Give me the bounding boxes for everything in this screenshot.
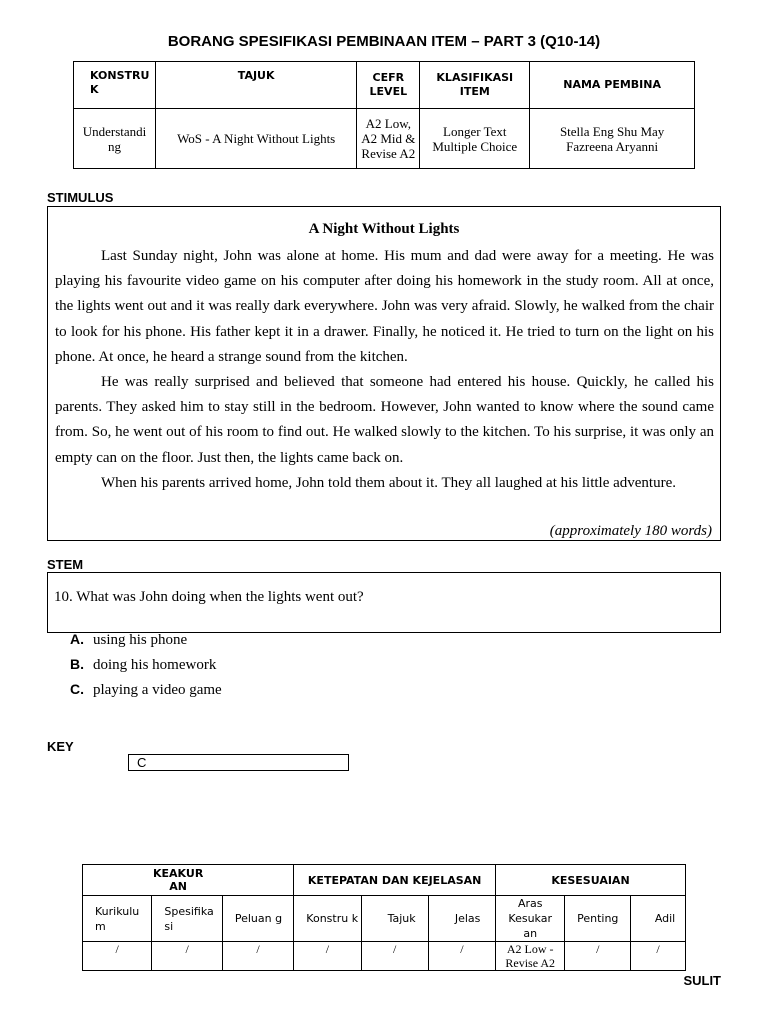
stimulus-label: STIMULUS <box>47 190 114 205</box>
subheader-konstruk: Konstru k <box>294 896 361 942</box>
header-klasifikasi-item: KLASIFIKASI ITEM <box>420 62 530 109</box>
spec-header-row <box>74 62 695 109</box>
value-penting[interactable]: / <box>565 942 631 971</box>
key-label: KEY <box>47 739 74 754</box>
stem-question: 10. What was John doing when the lights went out? <box>54 589 364 605</box>
group-keakuran: KEAKUR AN <box>83 865 294 896</box>
header-cefr-level: CEFR LEVEL <box>357 62 420 109</box>
evaluation-table <box>82 864 686 971</box>
footer-classification: SULIT <box>683 973 721 988</box>
option-c[interactable] <box>70 681 222 699</box>
stimulus-paragraph: He was really surprised and believed that someone had entered his house. Quickly, he called his parents. They asked him to stay still in the bedroom. However, John wanted to know where the sound came from. So, he went out of his room to find out. He walked slowly to the kitchen. To his surprise, it was only an empty can on the floor. Just then, the lights came back on. <box>55 374 714 466</box>
value-tajuk[interactable]: / <box>361 942 428 971</box>
eval-group-row <box>83 865 686 896</box>
stem-label: STEM <box>47 557 84 572</box>
value-jelas[interactable]: / <box>428 942 495 971</box>
subheader-penting: Penting <box>565 896 631 942</box>
header-tajuk: TAJUK <box>155 62 356 109</box>
option-letter: B. <box>70 656 84 672</box>
value-kurikulum[interactable]: / <box>83 942 152 971</box>
subheader-spesifikasi: Spesifika si <box>152 896 222 942</box>
option-letter: A. <box>70 631 84 647</box>
header-konstruk: KONSTRU K <box>74 62 156 109</box>
eval-value-row <box>83 942 686 971</box>
stimulus-box <box>47 206 721 541</box>
group-kesesuaian: KESESUAIAN <box>495 865 685 896</box>
option-a[interactable] <box>70 631 187 649</box>
option-text: playing a video game <box>93 682 222 698</box>
subheader-aras-kesukaran: Aras Kesukar an <box>495 896 564 942</box>
stimulus-text <box>55 244 714 496</box>
value-konstruk[interactable]: / <box>294 942 361 971</box>
stimulus-title: A Night Without Lights <box>308 221 460 237</box>
option-text: using his phone <box>93 632 188 648</box>
stimulus-paragraph: When his parents arrived home, John told them about it. They all laughed at his little adventure. <box>101 474 676 491</box>
cell-konstruk: Understandi ng <box>74 109 156 169</box>
cell-klasifikasi: Longer Text Multiple Choice <box>420 109 530 169</box>
value-peluang[interactable]: / <box>222 942 293 971</box>
subheader-adil: Adil <box>631 896 686 942</box>
subheader-kurikulum: Kurikulu m <box>83 896 152 942</box>
specification-table <box>73 61 695 169</box>
option-text: doing his homework <box>93 657 217 673</box>
value-spesifikasi[interactable]: / <box>152 942 222 971</box>
key-answer-field[interactable]: C <box>128 754 349 771</box>
subheader-jelas: Jelas <box>428 896 495 942</box>
cell-tajuk: WoS - A Night Without Lights <box>155 109 356 169</box>
cell-nama-pembina: Stella Eng Shu May Fazreena Aryanni <box>530 109 695 169</box>
stimulus-paragraph: Last Sunday night, John was alone at home. His mum and dad were away for a meeting. He was playing his favourite video game on his computer after doing his homework in the study room. All at once, the lights went out and it was really dark everywhere. John was very afraid. Slowly, he walked from the chair to look for his phone. His father kept it in a drawer. Finally, he noticed it. He tried to turn on the light on his phone. At once, he heard a strange sound from the kitchen. <box>55 248 714 365</box>
subheader-tajuk: Tajuk <box>361 896 428 942</box>
word-count-note: (approximately 180 words) <box>549 523 712 539</box>
stem-box <box>47 572 721 633</box>
group-ketepatan-kejelasan: KETEPATAN DAN KEJELASAN <box>294 865 496 896</box>
value-aras-kesukaran[interactable]: A2 Low - Revise A2 <box>495 942 564 971</box>
cell-cefr-level: A2 Low, A2 Mid & Revise A2 <box>357 109 420 169</box>
document-title: BORANG SPESIFIKASI PEMBINAAN ITEM – PART 3 (Q10-14) <box>167 33 601 50</box>
subheader-peluang: Peluan g <box>222 896 293 942</box>
eval-subheader-row <box>83 896 686 942</box>
option-letter: C. <box>70 681 84 697</box>
spec-data-row <box>74 109 695 169</box>
header-nama-pembina: NAMA PEMBINA <box>530 62 695 109</box>
value-adil[interactable]: / <box>631 942 686 971</box>
option-b[interactable] <box>70 656 216 674</box>
